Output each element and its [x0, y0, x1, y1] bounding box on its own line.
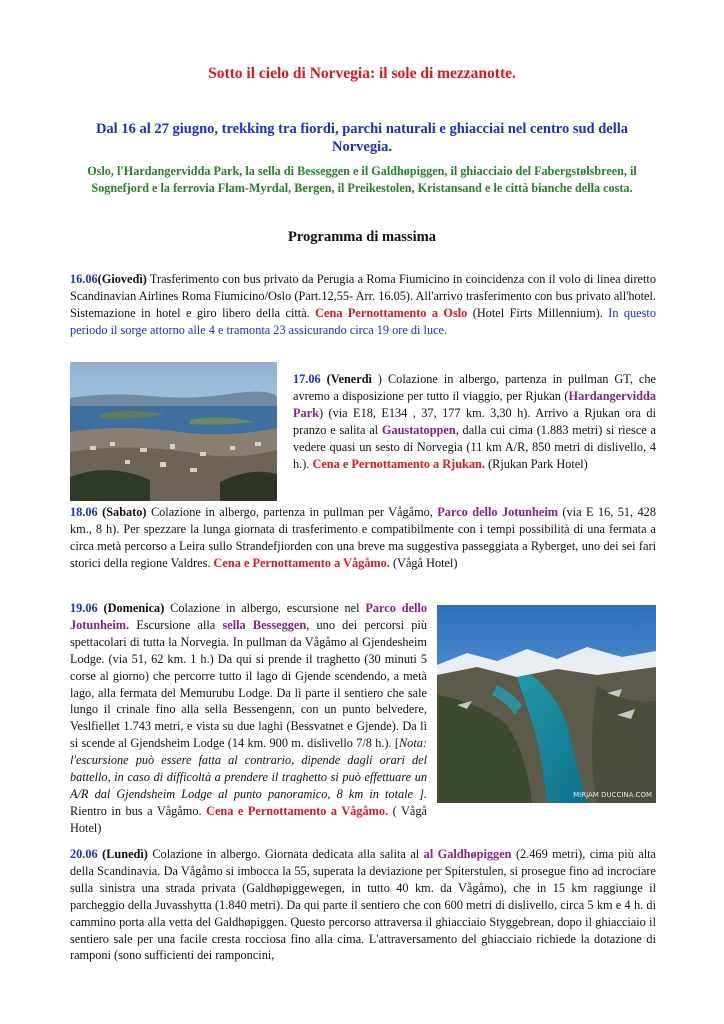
oslo-landscape-image — [70, 362, 277, 501]
peak-name: al Galdhøpiggen — [423, 847, 512, 861]
sun-note: In questo periodo il sorge attorno alle 4 e tramonta 23 assicurando circa 19 ore di luce. — [70, 305, 656, 337]
day-text: Colazione in albergo, partenza in pullman per Vågåmo, — [146, 505, 438, 519]
day-18-06-paragraph — [70, 504, 656, 572]
besseggen-ridge-image — [437, 605, 656, 803]
day-text: ) Colazione in albergo, partenza in pullman GT, che avremo a disposizione per tutto il viaggio, per Rjukan ( — [293, 372, 656, 403]
peak-name: Gaustatoppen — [381, 422, 456, 437]
section-heading: Programma di massima — [288, 229, 436, 245]
date-18-06: 18.06 — [70, 505, 98, 519]
besseggen-photo — [437, 605, 656, 803]
day-text: (2.469 metri), cima più alta della Scandinavia. Da Vågåmo si imbocca la 55, superata la deviazione per Spiterstulen, si prosegue fino ad incrociare sulla sinistra una strada privata (Galdhøpiggewegen, in tutto 40 km. da Vågåmo), che in 15 km raggiunge il parcheggio della Juvasshytta (1.840 metri). Da qui parte il sentiero che con 600 metri di dislivello, circa 5 km e 4 h. di cammino porta alla vetta del Galdhøpiggen. Questo percorso attraversa il ghiacciaio Styggebrean, dopo il ghiacciaio il sentiero sale per una facile cresta rocciosa fino alla cima. L'attraversamento del ghiacciaio richiede la dotazione di ramponi (sono sufficienti dei ramponcini, — [70, 847, 656, 963]
day-17-06-paragraph — [293, 371, 656, 472]
photo-watermark: MIRJAM DUCCINA.COM — [573, 791, 652, 799]
places-list: Oslo, l'Hardangervidda Park, la sella di Besseggen e il Galdhøpiggen, il ghiacciaio del Fabergstølsbreen, il Sognefjord e la ferrovia Flam-Myrdal, Bergen, il Preikestolen, Kristansand e le città bianche della costa. — [87, 164, 637, 195]
day-text: , uno dei percorsi più spettacolari di tutta la Norvegia. In pullman da Vågåmo al Gjendesheim Lodge. (via 51, 62 km. 1 h.) Da qui si prende il traghetto (30 minuti 5 corse al giorno) che percorre tutto il lago di Gjende scendendo, a metà lago, alla fermata del Memurubu Lodge. Da lì parte il sentiero che sale lungo il crinale fino alla sella Bessengenn, con un punto belvedere, Veslfiellet 1.743 metri, e vista su due laghi (Bessvatnet e Gjende). Da lì si scende al Gjendsheim Lodge (14 km. 900 m. dislivello 7/8 h.). [ — [70, 617, 427, 751]
day-text: Trasferimento con bus privato da Perugia a Roma Fiumicino in coincidenza con il volo di linea diretto Scandinavian Airlines Roma Fiumicino/Oslo (Part.12,55- Arr. 16.05). All'arrivo trasferimento con bus privato all'hotel. Sistemazione in hotel e giro libero della città. — [70, 272, 656, 320]
day-text: ) (via E18, E134 , 37, 177 km. 3,30 h). Arrivo a Rjukan ora di pranzo e salita al — [293, 405, 656, 437]
date-20-06: 20.06 — [70, 847, 98, 861]
weekday: (Sabato) — [97, 505, 147, 519]
day-text: , dalla cui cima (1.883 metri) si riesce a vedere quasi un sesto di Norvegia (11 km A/R, 850 metri di dislivello, 4 h.). — [293, 422, 656, 471]
date-17-06: 17.06 — [293, 372, 321, 386]
hotel-note: (Vågå Hotel) — [389, 555, 458, 570]
day-text: Escursione alla — [129, 617, 223, 632]
date-19-06: 19.06 — [70, 601, 98, 615]
hotel-note: (Hotel Firts Millennium). — [467, 305, 609, 320]
hotel-note: ( Vågå Hotel) — [70, 803, 427, 835]
saddle-name: sella Besseggen — [222, 617, 307, 632]
dinner-note: Cena e Pernottamento a Rjukan. — [312, 456, 485, 471]
dinner-note: Cena e Pernottamento a Vågåmo. — [206, 803, 389, 818]
date-16-06: 16.06 — [70, 272, 98, 286]
excursion-note: Nota: l'escursione può essere fatta al contrario, dipende dagli orari del battello, in caso di difficoltà a prendere il traghetto si può effettuare un A/R dal Gjendsheim Lodge al punto panoramico, 8 km in totale ]. — [70, 736, 427, 801]
hotel-note: (Rjukan Park Hotel) — [484, 456, 588, 471]
day-text: Rientro in bus a Vågåmo. — [70, 803, 207, 818]
document-subtitle: Dal 16 al 27 giugno, trekking tra fiordi, parchi naturali e ghiacciai nel centro sud della Norvegia. — [95, 121, 629, 155]
weekday: (Domenica) — [97, 601, 165, 615]
day-text: Colazione in albergo. Giornata dedicata alla salita al — [147, 847, 424, 861]
document-title: Sotto il cielo di Norvegia: il sole di mezzanotte. — [208, 65, 516, 82]
day-16-06-paragraph — [70, 271, 656, 339]
oslo-photo — [70, 362, 277, 501]
weekday: (Lunedì) — [97, 847, 148, 861]
park-name: Hardangervidda Park — [293, 388, 656, 420]
weekday: (Venerdì — [320, 372, 372, 386]
day-20-06-paragraph — [70, 846, 656, 964]
weekday: (Giovedì) — [97, 272, 147, 286]
day-text: Colazione in albergo, escursione nel — [164, 601, 366, 615]
park-name: Parco dello Jotunheim — [437, 505, 558, 519]
day-text: (via E 16, 51, 428 km., 8 h). Per spezzare la lunga giornata di trasferimento e compatibilmente con i tempi possibilità di una fermata a circa metà percorso a Leira sullo Strandefjiorden con una breve ma suggestiva passeggiata a Ryberget, uno dei sei fari storici della regione Valdres. — [70, 505, 656, 570]
dinner-note: Cena Pernottamento a Oslo — [315, 305, 468, 320]
park-name: Parco dello Jotunheim. — [70, 601, 428, 632]
dinner-note: Cena e Pernottamento a Vågåmo. — [213, 555, 390, 570]
day-19-06-paragraph — [70, 600, 427, 837]
